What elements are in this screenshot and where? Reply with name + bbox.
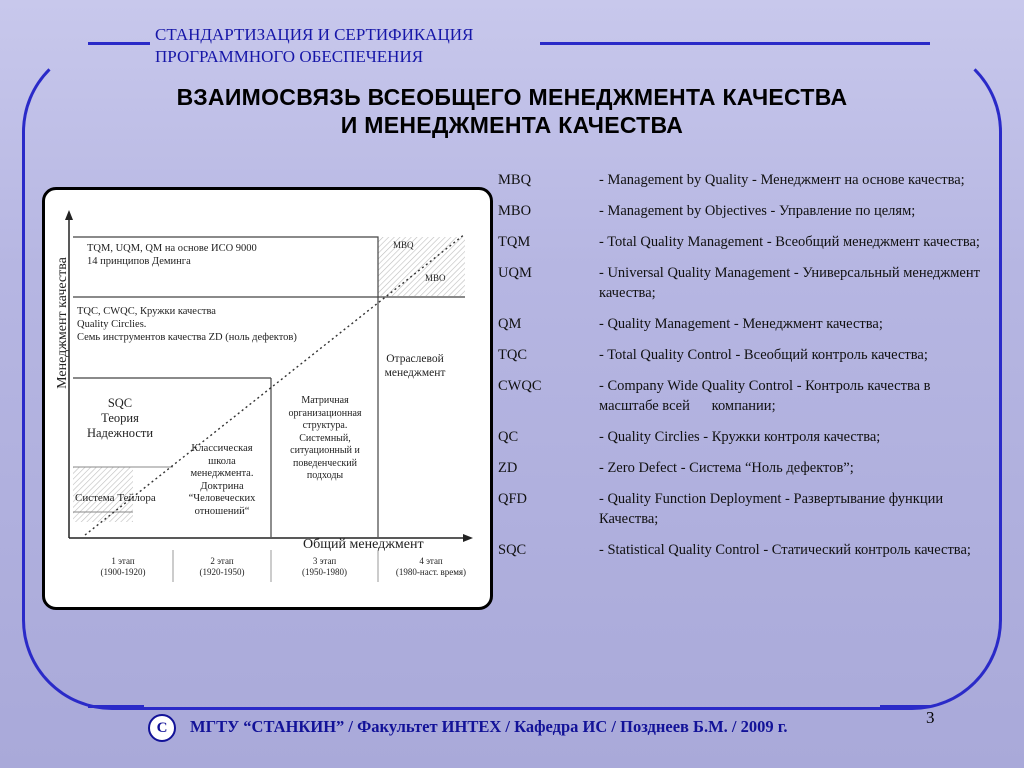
glossary-definition: - Quality Management - Менеджмент качества; <box>599 316 883 332</box>
glossary-abbr: QFD <box>498 491 528 507</box>
glossary-abbr: UQM <box>498 265 532 281</box>
glossary-definition: - Company Wide Quality Control - Контроль качества в масштабе всей компании; <box>599 378 935 414</box>
industry-management-label: Отраслевой менеджмент <box>384 353 446 379</box>
slide-title-line2: И МЕНЕДЖМЕНТА КАЧЕСТВА <box>340 112 684 138</box>
evolution-diagram <box>42 187 493 610</box>
glossary-abbr: ZD <box>498 460 518 476</box>
stage-1: 1 этап (1900-1920) <box>100 556 146 577</box>
mbo-tag: MBO <box>425 273 446 283</box>
top-block-label: TQM, UQM, QM на основе ИСО 9000 14 принципов Деминга <box>87 243 257 267</box>
glossary-definition: - Management by Quality - Менеджмент на основе качества; <box>599 172 965 188</box>
glossary-abbr: TQM <box>498 234 531 250</box>
frame-bottom-right-line <box>880 705 930 708</box>
frame-bottom-left-line <box>88 705 144 708</box>
glossary-abbr: MBO <box>498 203 532 219</box>
glossary-item <box>498 427 988 447</box>
classic-school-label: Классическая школа менеджмента. Доктрина “Человеческих отношений“ <box>188 443 256 517</box>
course-title-line1: СТАНДАРТИЗАЦИЯ И СЕРТИФИКАЦИЯ <box>155 25 474 44</box>
glossary-definition: - Quality Function Deployment - Развертывание функции Качества; <box>599 491 944 527</box>
glossary-definition: - Total Quality Management - Всеобщий менеджмент качества; <box>599 234 980 250</box>
abbreviation-glossary <box>498 170 988 571</box>
mbq-tag: MBQ <box>393 240 414 250</box>
stage-2: 2 этап (1920-1950) <box>199 556 245 577</box>
matrix-structure-label: Матричная организационная структура. Системный, ситуационный и поведенческий подходы <box>288 395 362 481</box>
footer-credits: МГТУ “СТАНКИН” / Факультет ИНТЕХ / Кафедра ИС / Позднеев Б.М. / 2009 г. <box>190 717 788 736</box>
stage-3: 3 этап (1950-1980) <box>302 556 347 577</box>
glossary-item <box>498 458 988 478</box>
glossary-abbr: SQC <box>498 542 527 558</box>
glossary-item <box>498 314 988 334</box>
glossary-abbr: QM <box>498 316 522 332</box>
copyright-icon: C <box>148 714 176 742</box>
x-axis-arrow <box>463 534 473 542</box>
glossary-definition: - Zero Defect - Система “Ноль дефектов”; <box>599 460 854 476</box>
glossary-item <box>498 232 988 252</box>
glossary-abbr: CWQC <box>498 378 542 394</box>
glossary-item <box>498 170 988 190</box>
glossary-abbr: MBQ <box>498 172 532 188</box>
x-axis-label: Общий менеджмент <box>303 537 424 552</box>
glossary-item <box>498 201 988 221</box>
glossary-item <box>498 345 988 365</box>
glossary-item <box>498 540 988 560</box>
mid-block-label: TQC, CWQC, Кружки качества Quality Circlies. Семь инструментов качества ZD (ноль дефектов) <box>77 306 297 343</box>
slide-title-line1: ВЗАИМОСВЯЗЬ ВСЕОБЩЕГО МЕНЕДЖМЕНТА КАЧЕСТВА <box>176 84 848 110</box>
glossary-definition: - Universal Quality Management - Универсальный менеджмент качества; <box>599 265 980 301</box>
course-title-line2: ПРОГРАММНОГО ОБЕСПЕЧЕНИЯ <box>155 47 424 66</box>
glossary-abbr: TQC <box>498 347 527 363</box>
glossary-abbr: QC <box>498 429 519 445</box>
page-number: 3 <box>926 708 935 727</box>
course-title <box>155 24 555 68</box>
glossary-definition: - Statistical Quality Control - Статический контроль качества; <box>599 542 971 558</box>
sqc-block-label: SQC Теория Надежности <box>86 396 154 440</box>
glossary-definition: - Total Quality Control - Всеобщий контроль качества; <box>599 347 928 363</box>
glossary-item <box>498 489 988 529</box>
quality-trend-line <box>85 234 465 535</box>
y-axis-arrow <box>65 210 73 220</box>
y-axis-label: Менеджмент качества <box>55 257 70 389</box>
stage-4: 4 этап (1980-наст. время) <box>395 556 467 577</box>
glossary-definition: - Quality Circlies - Кружки контроля качества; <box>599 429 881 445</box>
mbq-hatched-zone <box>378 237 465 296</box>
taylor-label: Система Тейлора <box>75 492 156 504</box>
glossary-item <box>498 376 988 416</box>
glossary-item <box>498 263 988 303</box>
glossary-definition: - Management by Objectives - Управление по целям; <box>599 203 916 219</box>
